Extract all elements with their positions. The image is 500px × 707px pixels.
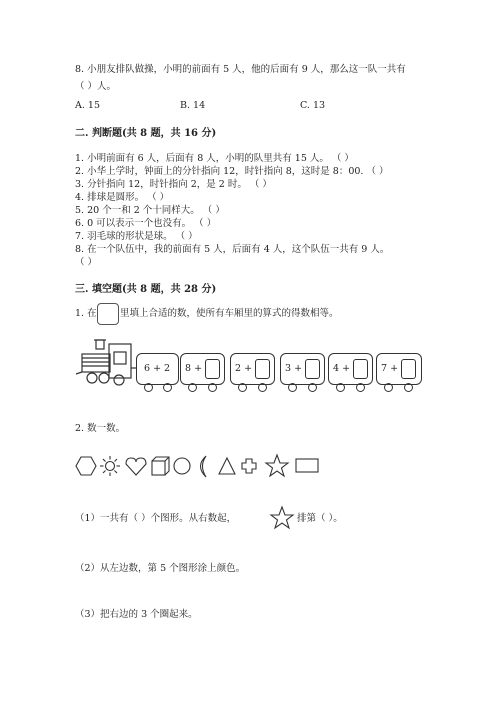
crescent-icon (201, 456, 207, 477)
judge-item-4: 4. 排球是圆形。 （ ） (75, 192, 170, 203)
heart-icon (126, 458, 146, 475)
sub2-text: （2）从左边数，第 5 个图形涂上颜色。 (75, 563, 246, 574)
train-car-2-wheel (188, 383, 197, 392)
train-car-6-box (401, 359, 416, 379)
hexagon-icon (76, 457, 96, 475)
sub3-text: （3）把右边的 3 个圈起来。 (75, 609, 198, 620)
circle-icon (174, 458, 190, 474)
train-car-2-wheel (208, 383, 217, 392)
train-car-5-wheel (336, 383, 345, 392)
judge-item-7: 7. 羽毛球的形状是球。 （ ） (75, 231, 198, 242)
train-car-3-wheel (258, 383, 267, 392)
judge-item-5: 5. 20 个一和 2 个十同样大。 （ ） (75, 205, 225, 216)
judge-item-6: 6. 0 可以表示一个也没有。 （ ） (75, 218, 217, 229)
train-car-5-wheel (356, 383, 365, 392)
cross-icon (242, 459, 256, 473)
triangle-icon (219, 458, 235, 474)
shapes-row (74, 452, 324, 480)
train-car-1-wheel (144, 383, 153, 392)
train-car-3-label: 2 + (235, 363, 253, 374)
train-car-3-box (255, 359, 270, 379)
judge-item-3: 3. 分针指向 12，时针指向 2，是 2 时。 （ ） (75, 179, 272, 190)
train-car-5-box (353, 359, 368, 379)
judge-item-8-bracket: （ ） (75, 257, 98, 268)
train-car-5-label: 4 + (333, 363, 351, 374)
answer-box (97, 303, 119, 325)
train-car-1-wheel (163, 383, 172, 392)
train-car-2-label: 8 + (185, 363, 203, 374)
section2-title: 二. 判断题(共 8 题，共 16 分) (75, 128, 217, 139)
train-car-4-label: 3 + (285, 363, 303, 374)
cube-icon (152, 457, 169, 475)
sub1-text-a: （1）一共有（ ）个图形。从右数起， (75, 513, 237, 524)
train-car-4-wheel (308, 383, 317, 392)
star-icon (269, 505, 295, 531)
train-car-2-box (205, 359, 220, 379)
fill-q1-prefix: 1. 在 (75, 308, 97, 319)
judge-item-1: 1. 小明前面有 6 人，后面有 8 人，小明的队里共有 15 人。 （ ） (75, 153, 354, 164)
section3-title: 三. 填空题(共 8 题，共 28 分) (75, 284, 217, 295)
q8-option-c: C. 13 (300, 100, 326, 111)
train-car-6-label: 7 + (381, 363, 399, 374)
rectangle-icon (296, 459, 318, 472)
sun-icon (100, 456, 120, 476)
train-car-6-wheel (404, 383, 413, 392)
train-car-4-box (305, 359, 320, 379)
fill-q1-suffix: 里填上合适的数，使所有车厢里的算式的得数相等。 (120, 308, 339, 319)
train-car-4-wheel (288, 383, 297, 392)
train-car-1-label: 6 + 2 (144, 363, 171, 374)
sub1-text-b: 排第（ ）。 (297, 513, 343, 524)
train-car-3-wheel (238, 383, 247, 392)
judge-item-2: 2. 小华上学时，钟面上的分针指向 12，时针指向 8，这时是 8：00. （ ） (75, 166, 389, 177)
q8-option-a: A. 15 (75, 100, 100, 111)
q8-line2: （ ）人。 (75, 81, 117, 92)
q8-line1: 8. 小朋友排队做操，小明的前面有 5 人，他的后面有 9 人，那么这一队一共有 (75, 64, 406, 75)
train-car-6-wheel (384, 383, 393, 392)
judge-item-8: 8. 在一个队伍中，我的前面有 5 人，后面有 4 人，这个队伍一共有 9 人。 (75, 244, 390, 255)
locomotive (76, 340, 136, 385)
star-icon (266, 455, 288, 476)
q8-option-b: B. 14 (180, 100, 206, 111)
fill-q2: 2. 数一数。 (75, 423, 126, 434)
